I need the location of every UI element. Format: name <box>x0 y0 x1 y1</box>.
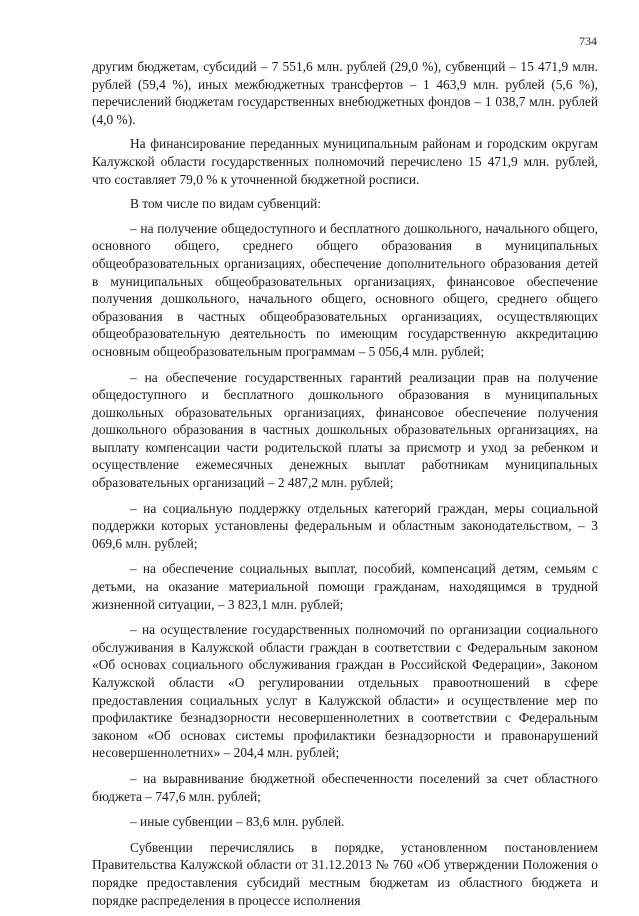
subvention-item-preschool-guarantees: – на обеспечение государственных гарантий реализации прав на получение общедоступного и бесплатного дошкольного образования в муниципальных дошкольных образовательных организациях, финансовое обеспечение получения дошкольного образования в частных дошкольных образовательных организациях, на выплату компенсации части родительской платы за присмотр и уход за ребенком и осуществление ежемесячных денежных выплат работникам муниципальных образовательных организаций – 2 487,2 млн. рублей; <box>92 369 598 491</box>
subvention-item-budget-equalization: – на выравнивание бюджетной обеспеченности поселений за счет областного бюджета – 747,6 млн. рублей; <box>92 770 598 804</box>
paragraph-subventions-intro: В том числе по видам субвенций: <box>130 196 321 212</box>
subvention-item-other: – иные субвенции – 83,6 млн. рублей. <box>130 814 345 830</box>
subvention-item-general-education: – на получение общедоступного и бесплатного дошкольного, начального общего, основного общего, среднего общего образования в муниципальных общеобразовательных организациях, обеспечение дополнительного образования детей в муниципальных общеобразовательных организациях, финансовое обеспечение получения дошкольного, начального общего, основного общего, среднего общего образования в частных общеобразовательных организациях, осуществляющих общеобразовательную деятельность по имеющим государственную аккредитацию основным общеобразовательным программам – 5 056,4 млн. рублей; <box>92 220 598 359</box>
paragraph-transfers-breakdown: другим бюджетам, субсидий – 7 551,6 млн. рублей (29,0 %), субвенций – 15 471,9 млн. рублей (59,4 %), иных межбюджетных трансфертов – 1 463,9 млн. рублей (5,6 %), перечислений бюджетам государственных внебюджетных фондов – 1 038,7 млн. рублей (4,0 %). <box>92 59 598 127</box>
page-number: 734 <box>579 34 597 48</box>
subvention-item-social-services: – на осуществление государственных полномочий по организации социального обслуживания в Калужской области граждан в соответствии с Федеральным законом «Об основах социального обслуживания граждан в Российской Федерации», Законом Калужской области «О регулировании отдельных правоотношений в сфере предоставления социальных услуг в Калужской области» и осуществление мер по профилактике безнадзорности несовершеннолетних в соответствии с Федеральным законом «Об основах системы профилактики безнадзорности и правонарушений несовершеннолетних» – 204,4 млн. рублей; <box>92 622 598 761</box>
document-body <box>92 58 598 916</box>
subvention-item-social-support: – на социальную поддержку отдельных категорий граждан, меры социальной поддержки которых установлены федеральным и областным законодательством, – 3 069,6 млн. рублей; <box>92 500 598 551</box>
paragraph-closing: Субвенции перечислялись в порядке, установленном постановлением Правительства Калужской области от 31.12.2013 № 760 «Об утверждении Положения о порядке предоставления субсидий местным бюджетам из областного бюджета и порядке распределения в процессе исполнения <box>92 839 598 908</box>
subvention-item-social-payments: – на обеспечение социальных выплат, пособий, компенсаций детям, семьям с детьми, на оказание материальной помощи гражданам, находящимся в трудной жизненной ситуации, – 3 823,1 млн. рублей; <box>92 561 598 612</box>
paragraph-delegated-powers-funding: На финансирование переданных муниципальным районам и городским округам Калужской области государственных полномочий перечислено 15 471,9 млн. рублей, что составляет 79,0 % к уточненной бюджетной росписи. <box>92 136 598 187</box>
